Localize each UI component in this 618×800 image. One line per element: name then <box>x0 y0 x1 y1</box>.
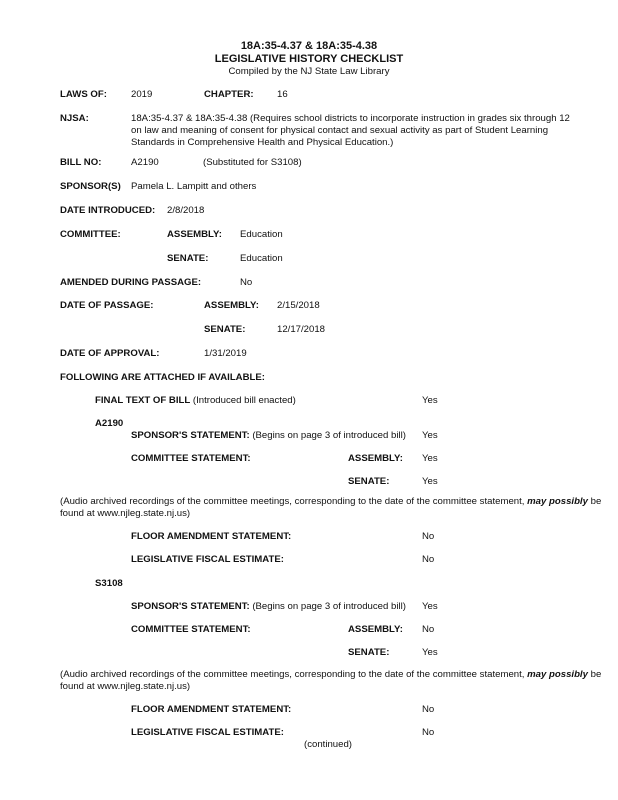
s3108-sponsor-statement-row <box>131 601 406 613</box>
s3108-audio-note <box>60 669 610 693</box>
a2190-senate-value: Yes <box>422 476 438 487</box>
final-text-row <box>95 395 296 407</box>
a2190-senate-label: SENATE: <box>348 476 390 487</box>
continued-note: (continued) <box>304 739 352 750</box>
document-subtitle: LEGISLATIVE HISTORY CHECKLIST <box>214 53 404 65</box>
s3108-sponsor-statement-value: Yes <box>422 601 438 612</box>
s3108-senate-label: SENATE: <box>348 647 390 658</box>
chapter-label: CHAPTER: <box>204 89 254 100</box>
final-text-note: (Introduced bill enacted) <box>192 395 296 406</box>
s3108-sponsor-statement-note: (Begins on page 3 of introduced bill) <box>252 601 406 612</box>
s3108-audio-note-text: (Audio archived recordings of the committee meetings, corresponding to the date of the committee statement, <box>60 669 528 680</box>
s3108-assembly-value: No <box>422 624 435 635</box>
a2190-audio-note-emphasis: may possibly <box>527 496 588 507</box>
s3108-fiscal-estimate-value: No <box>422 727 435 738</box>
s3108-committee-statement-label: COMMITTEE STATEMENT: <box>131 624 251 635</box>
passage-assembly-value: 2/15/2018 <box>277 300 320 311</box>
compiled-by: Compiled by the NJ State Law Library <box>228 66 390 77</box>
committee-senate-label: SENATE: <box>167 253 209 264</box>
chapter-value: 16 <box>277 89 288 100</box>
s3108-assembly-label: ASSEMBLY: <box>348 624 403 635</box>
committee-label: COMMITTEE: <box>60 229 121 240</box>
s3108-sponsor-statement-label: SPONSOR'S STATEMENT: <box>131 601 250 612</box>
attachments-heading: FOLLOWING ARE ATTACHED IF AVAILABLE: <box>60 372 265 383</box>
passage-label: DATE OF PASSAGE: <box>60 300 154 311</box>
a2190-sponsor-statement-note: (Begins on page 3 of introduced bill) <box>252 430 406 441</box>
passage-senate-label: SENATE: <box>204 324 246 335</box>
s3108-audio-note-link: be found at www.njleg.state.nj.us) <box>60 669 602 692</box>
s3108-audio-note-emphasis: may possibly <box>527 669 588 680</box>
passage-senate-value: 12/17/2018 <box>277 324 326 335</box>
final-text-value: Yes <box>422 395 438 406</box>
amended-value: No <box>240 277 253 288</box>
final-text-label: FINAL TEXT OF BILL <box>95 395 191 406</box>
document-title: 18A:35-4.37 & 18A:35-4.38 <box>240 40 378 52</box>
date-introduced-label: DATE INTRODUCED: <box>60 205 156 216</box>
sponsors-value: Pamela L. Lampitt and others <box>131 181 257 192</box>
laws-of-value: 2019 <box>131 89 153 100</box>
bill-no-label: BILL NO: <box>60 157 102 168</box>
a2190-audio-note-text: (Audio archived recordings of the committee meetings, corresponding to the date of the committee statement, <box>60 496 528 507</box>
a2190-audio-note-link: be found at www.njleg.state.nj.us) <box>60 496 602 519</box>
date-introduced-value: 2/8/2018 <box>167 205 205 216</box>
a2190-heading: A2190 <box>95 418 124 429</box>
a2190-assembly-label: ASSEMBLY: <box>348 453 403 464</box>
approval-label: DATE OF APPROVAL: <box>60 348 160 359</box>
committee-assembly-value: Education <box>240 229 283 240</box>
a2190-assembly-value: Yes <box>422 453 438 464</box>
laws-of-label: LAWS OF: <box>60 89 107 100</box>
a2190-sponsor-statement-value: Yes <box>422 430 438 441</box>
a2190-floor-amendment-value: No <box>422 531 435 542</box>
s3108-floor-amendment-label: FLOOR AMENDMENT STATEMENT: <box>131 704 292 715</box>
a2190-sponsor-statement-row <box>131 430 406 442</box>
s3108-fiscal-estimate-label: LEGISLATIVE FISCAL ESTIMATE: <box>131 727 284 738</box>
bill-no-value: A2190 <box>131 157 159 168</box>
s3108-floor-amendment-value: No <box>422 704 435 715</box>
s3108-heading: S3108 <box>95 578 123 589</box>
a2190-floor-amendment-label: FLOOR AMENDMENT STATEMENT: <box>131 531 292 542</box>
bill-no-substituted: (Substituted for S3108) <box>203 157 302 168</box>
s3108-senate-value: Yes <box>422 647 438 658</box>
a2190-sponsor-statement-label: SPONSOR'S STATEMENT: <box>131 430 250 441</box>
committee-senate-value: Education <box>240 253 283 264</box>
a2190-fiscal-estimate-label: LEGISLATIVE FISCAL ESTIMATE: <box>131 554 284 565</box>
amended-label: AMENDED DURING PASSAGE: <box>60 277 202 288</box>
a2190-audio-note <box>60 496 610 520</box>
committee-assembly-label: ASSEMBLY: <box>167 229 222 240</box>
passage-assembly-label: ASSEMBLY: <box>204 300 259 311</box>
a2190-fiscal-estimate-value: No <box>422 554 435 565</box>
njsa-description: 18A:35-4.37 & 18A:35-4.38 (Requires school districts to incorporate instruction in grades six through 12 on law and meaning of consent for physical contact and sexual activity as part of Student Learning Standards in Comprehensive Health and Physical Education.) <box>131 113 570 148</box>
approval-value: 1/31/2019 <box>204 348 247 359</box>
a2190-committee-statement-label: COMMITTEE STATEMENT: <box>131 453 251 464</box>
sponsors-label: SPONSOR(S) <box>60 181 121 192</box>
njsa-label: NJSA: <box>60 113 89 124</box>
